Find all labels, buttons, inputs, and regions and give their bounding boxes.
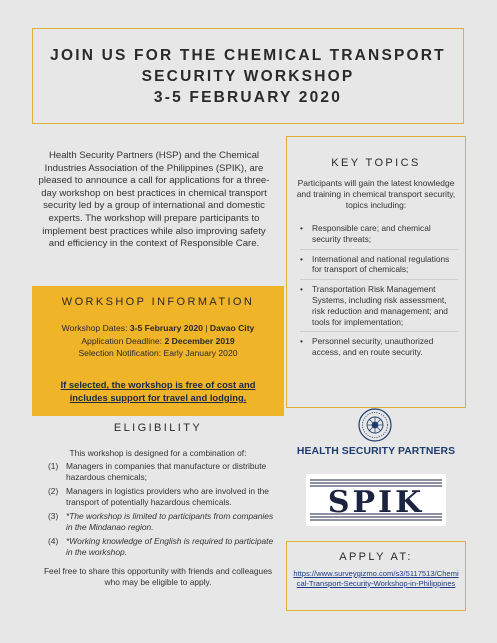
key-topics-list xyxy=(300,223,458,366)
title-box xyxy=(32,28,464,124)
free-of-cost-note xyxy=(40,379,276,404)
application-link[interactable]: https://www.surveygizmo.com/s3/5117513/Chemical-Transport-Security-Workshop-in-Philippines xyxy=(293,569,459,588)
eligibility-item xyxy=(48,511,280,533)
eligibility-item-text: *Working knowledge of English is required to participate in the workshop. xyxy=(66,536,274,557)
dates-value: 3-5 February 2020 xyxy=(129,323,203,333)
spik-logo-text: SPIK xyxy=(327,485,425,520)
workshop-city: Davao City xyxy=(209,323,255,333)
hsp-seal-logo xyxy=(358,408,392,442)
topic-item: • Transportation Risk Management Systems, including risk assessment, risk reduction and management; and tools for implementation; xyxy=(300,284,458,332)
eligibility-list xyxy=(48,461,280,561)
spik-logo xyxy=(306,474,446,526)
dates-label: Workshop Dates: xyxy=(61,323,130,333)
free-note-line-2: includes support for travel and lodging. xyxy=(69,391,247,403)
eligibility-item-number: (2) xyxy=(48,486,59,496)
eligibility-item xyxy=(48,536,280,558)
selection-notification: Selection Notification: Early January 2020 xyxy=(78,348,238,359)
page-title xyxy=(50,45,446,108)
key-topics-heading: KEY TOPICS xyxy=(331,157,421,169)
workshop-details xyxy=(32,322,284,360)
eligibility-heading: ELIGIBILITY xyxy=(113,422,203,434)
deadline-label: Application Deadline: xyxy=(81,335,165,346)
application-deadline xyxy=(32,335,284,348)
eligibility-intro: This workshop is designed for a combination of: xyxy=(69,448,247,458)
workshop-info-heading: WORKSHOP INFORMATION xyxy=(61,296,255,308)
intro-paragraph: Health Security Partners (HSP) and the Chemical Industries Association of the Philippines (SPIK), are pleased to announce a call for applications for a three-day workshop on best practices in chemical transport security led by a group of international and domestic experts. The workshop will prepare participants to implement best practices while also improving safety and efficiency in the context of Responsible Care. xyxy=(38,150,270,250)
eligibility-item xyxy=(48,461,280,483)
eligibility-item-number: (3) xyxy=(48,511,59,521)
key-topics-intro: Participants will gain the latest knowledge and training in chemical transport security, topics including: xyxy=(296,178,456,210)
eligibility-item-number: (1) xyxy=(48,461,59,471)
title-line-1: JOIN US FOR THE CHEMICAL TRANSPORT xyxy=(50,46,446,64)
eligibility-item-text: Managers in companies that manufacture or distribute hazardous chemicals; xyxy=(66,461,267,482)
hsp-logo-text: HEALTH SECURITY PARTNERS xyxy=(296,446,456,457)
title-line-2: SECURITY WORKSHOP xyxy=(141,67,355,85)
topic-item: • Responsible care; and chemical security threats; xyxy=(300,223,458,250)
workshop-dates xyxy=(32,322,284,335)
eligibility-item xyxy=(48,486,280,508)
share-note: Feel free to share this opportunity with friends and colleagues who may be eligible to apply. xyxy=(43,566,273,587)
eligibility-item-text: Managers in logistics providers who are involved in the transport of potentially hazardous chemicals. xyxy=(66,486,269,507)
topic-item: • Personnel security, unauthorized access, and en route security. xyxy=(300,336,458,362)
eligibility-item-number: (4) xyxy=(48,536,59,546)
free-note-line-1: If selected, the workshop is free of cost and xyxy=(60,379,256,390)
title-line-3: 3-5 FEBRUARY 2020 xyxy=(153,88,343,106)
eligibility-item-text: *The workshop is limited to participants from companies in the Mindanao region. xyxy=(66,511,274,532)
dates-separator: | xyxy=(202,323,210,333)
apply-heading: APPLY AT: xyxy=(339,551,413,563)
deadline-value: 2 December 2019 xyxy=(164,335,235,346)
topic-item: • International and national regulations for transport of chemicals; xyxy=(300,254,458,281)
